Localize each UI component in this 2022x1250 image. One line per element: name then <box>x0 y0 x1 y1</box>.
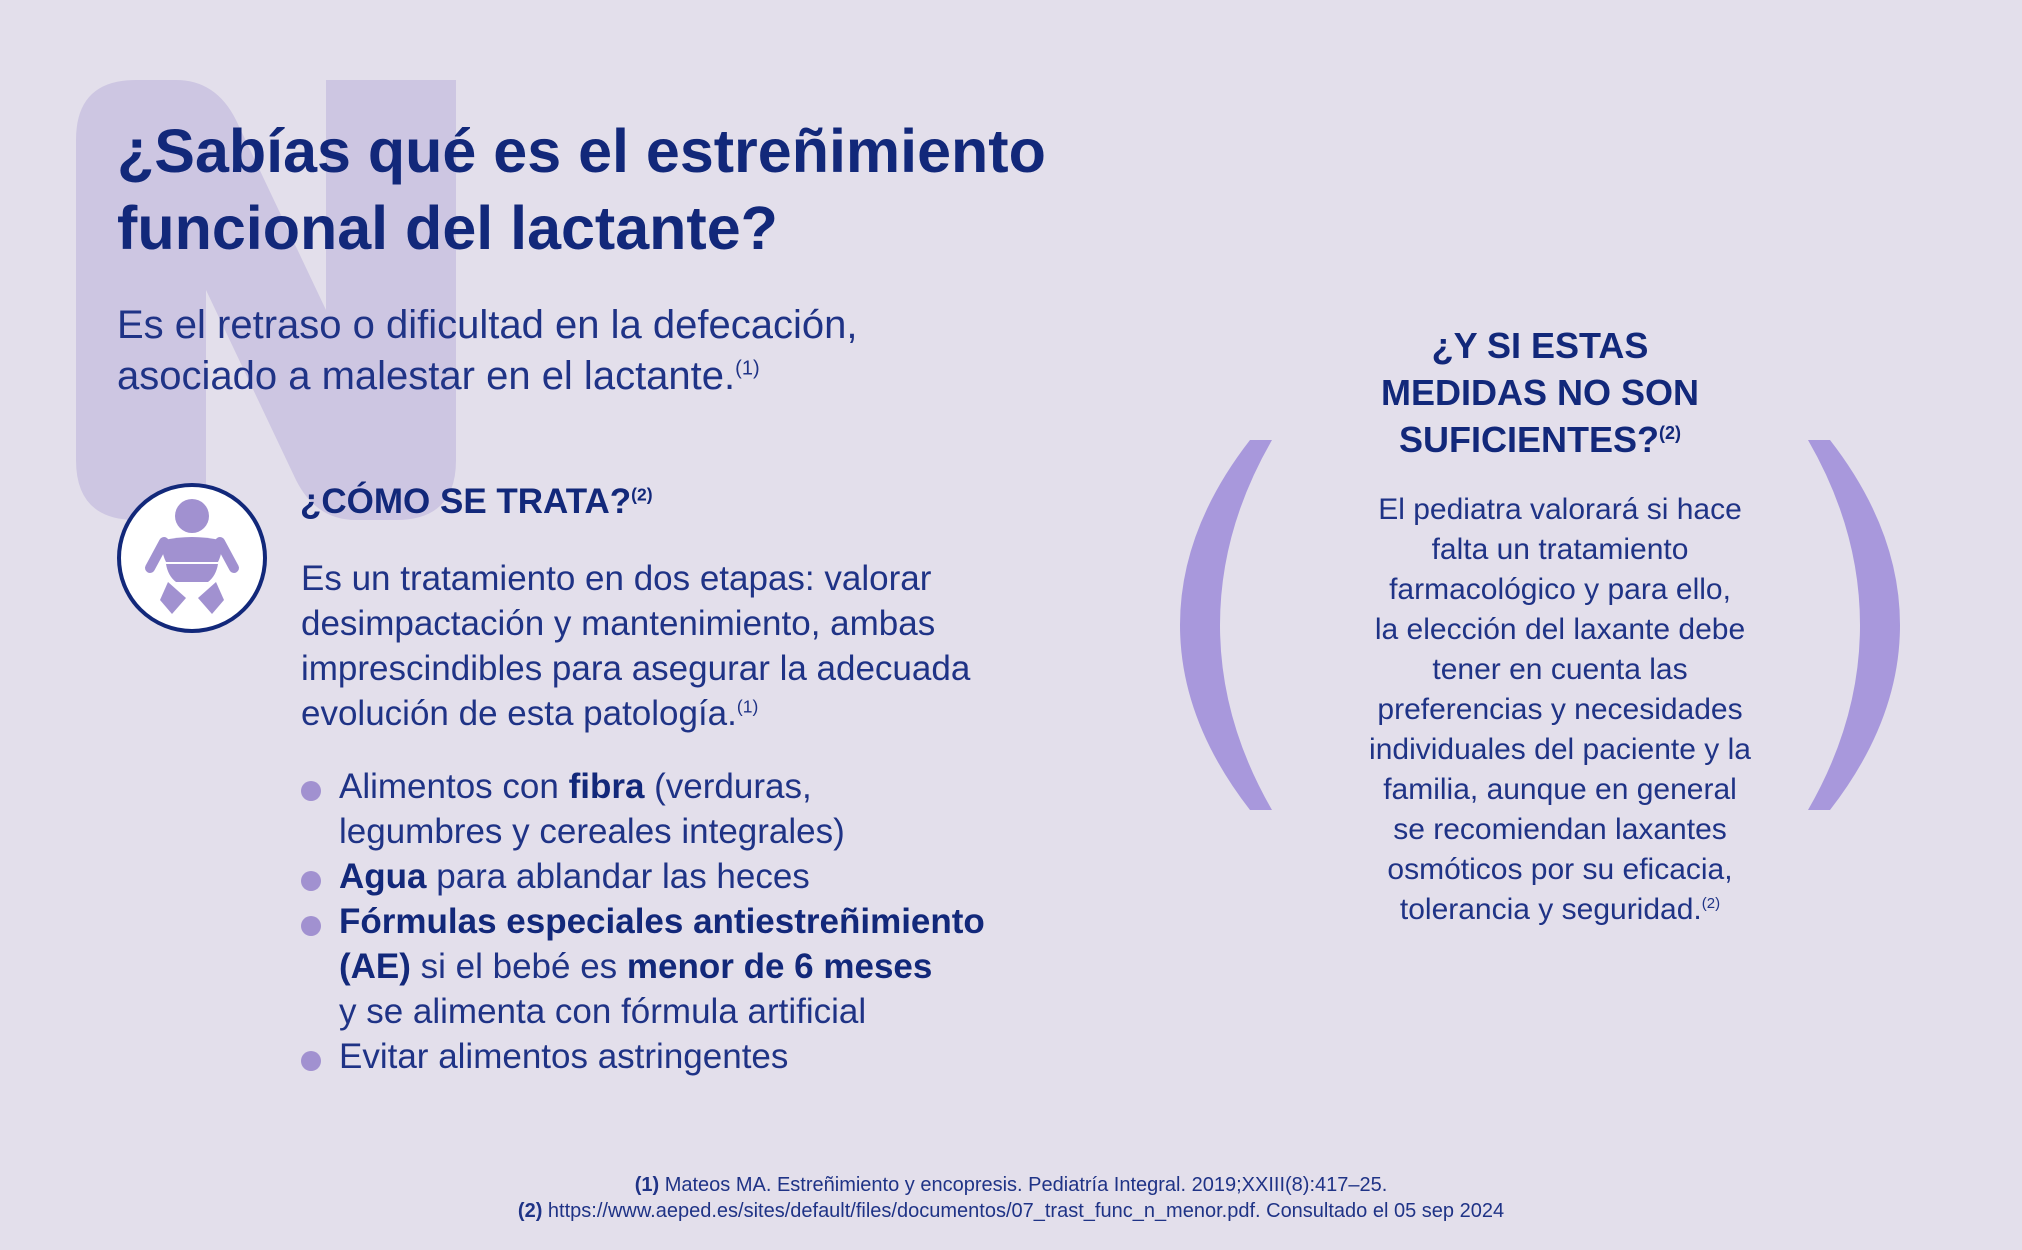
baby-icon <box>116 482 268 634</box>
treatment-line: desimpactación y mantenimiento, ambas <box>301 604 936 643</box>
reference-marker: (2) <box>1701 895 1721 912</box>
list-item: Alimentos con fibra (verduras, legumbres y cereales integrales) <box>300 764 1120 854</box>
treatment-line: Es un tratamiento en dos etapas: valorar <box>301 559 932 598</box>
page-title <box>117 113 1197 267</box>
treatment-line: evolución de esta patología. <box>301 694 737 733</box>
list-item: Agua para ablandar las heces <box>300 854 1120 899</box>
title-line-2: funcional del lactante? <box>117 194 778 262</box>
definition-line-1: Es el retraso o dificultad en la defecación, <box>117 303 858 347</box>
bullet-dot-icon <box>301 871 321 891</box>
definition-text <box>117 300 1117 402</box>
right-parenthesis-icon <box>1800 440 1900 810</box>
bullet-dot-icon <box>301 916 321 936</box>
title-line-1: ¿Sabías qué es el estreñimiento <box>117 117 1046 185</box>
definition-line-2: asociado a malestar en el lactante. <box>117 354 736 398</box>
treatment-measures-list <box>300 764 1120 1079</box>
treatment-heading: ¿CÓMO SE TRATA?$^{(2)}$ <box>300 482 653 521</box>
reference-marker: (2) <box>1659 423 1681 443</box>
side-heading: ¿Y SI ESTAS MEDIDAS NO SON SUFICIENTES?$^{(2)}$ <box>1380 325 1700 460</box>
bullet-dot-icon <box>301 781 321 801</box>
references <box>0 1172 2022 1224</box>
left-parenthesis-icon <box>1180 440 1280 810</box>
reference-marker: (1) <box>735 357 760 380</box>
treatment-body <box>301 556 1121 736</box>
list-item: Evitar alimentos astringentes <box>300 1034 1120 1079</box>
reference-marker: (1) <box>736 696 759 717</box>
reference-1: (1) Mateos MA. Estreñimiento y encopresis. Pediatría Integral. 2019;XXIII(8):417–25. <box>634 1174 1388 1196</box>
side-body: El pediatra valorará si hace falta un tratamiento farmacológico y para ello, la elección del laxante debe tener en cuenta las preferencias y necesidades individuales del paciente y la familia, aunque en general se recomiendan laxantes osmóticos por su eficacia, tolerancia y seguridad.$^{(2)}$ <box>1369 493 1751 926</box>
reference-2: (2) https://www.aeped.es/sites/default/files/documentos/07_trast_func_n_menor.pdf. Consultado el 05 sep 2024 <box>517 1200 1505 1222</box>
bullet-dot-icon <box>301 1051 321 1071</box>
treatment-line: imprescindibles para asegurar la adecuada <box>301 649 971 688</box>
list-item: Fórmulas especiales antiestreñimiento (AE) si el bebé es menor de 6 meses y se alimenta con fórmula artificial <box>300 899 1120 1034</box>
reference-marker: (2) <box>631 484 653 505</box>
